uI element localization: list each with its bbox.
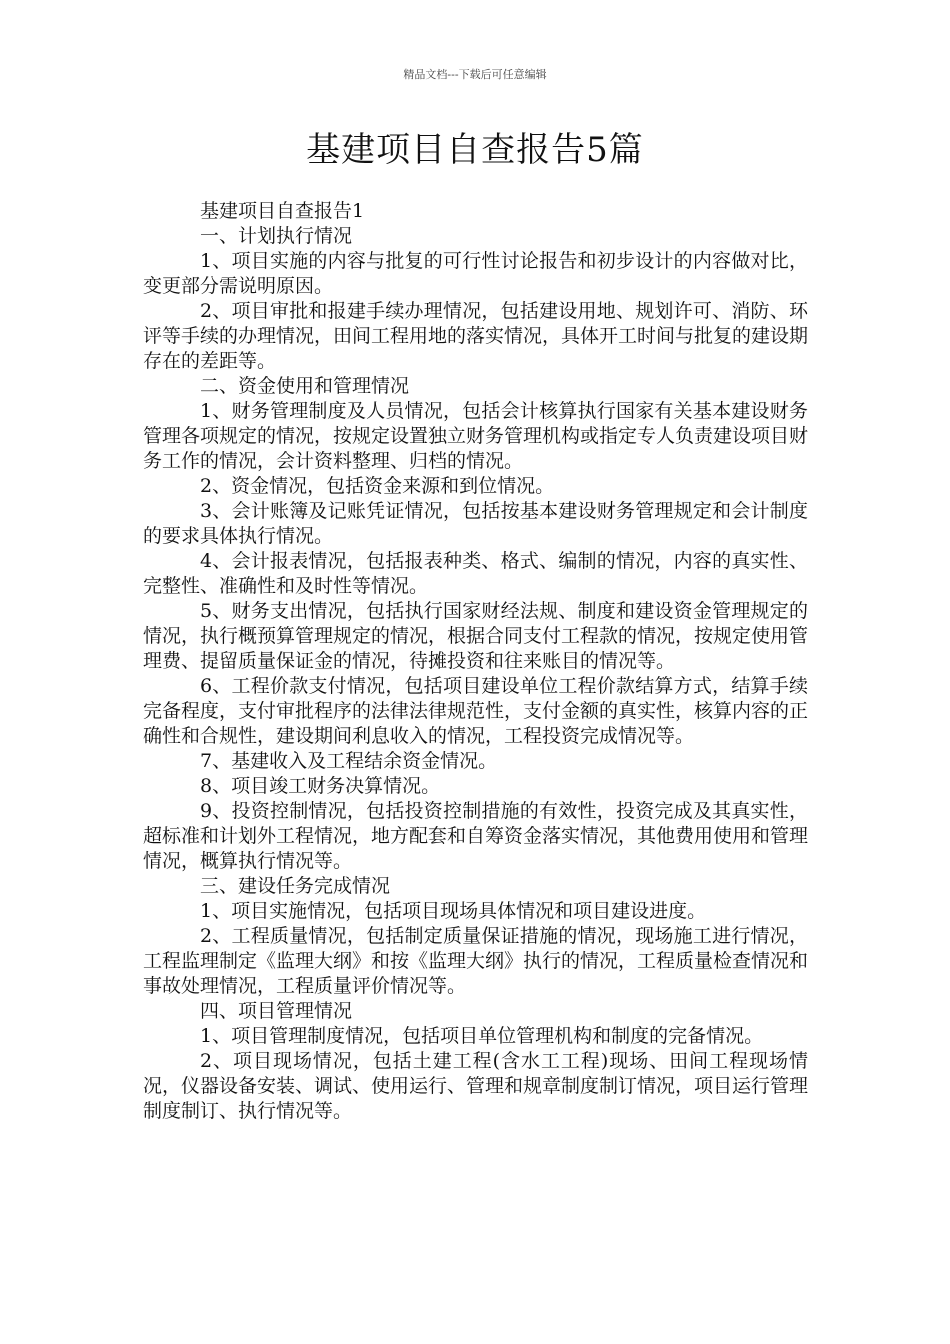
section-heading-funds-management: 二、资金使用和管理情况 xyxy=(200,375,410,397)
page-header-note: 精品文档---下载后可任意编辑 xyxy=(403,68,547,81)
section-heading-report-1: 基建项目自查报告1 xyxy=(200,200,365,222)
paragraph: 2、资金情况，包括资金来源和到位情况。 xyxy=(200,475,555,497)
paragraph: 7、基建收入及工程结余资金情况。 xyxy=(200,750,498,772)
section-heading-project-management: 四、项目管理情况 xyxy=(200,1000,353,1022)
paragraph: 2、工程质量情况，包括制定质量保证措施的情况，现场施工进行情况，工程监理制定《监理大纲》和按《监理大纲》执行的情况，工程质量检查情况和事故处理情况，工程质量评价情况等。 xyxy=(143,925,809,997)
paragraph: 1、项目实施情况，包括项目现场具体情况和项目建设进度。 xyxy=(200,900,707,922)
document-title: 基建项目自查报告5篇 xyxy=(306,130,644,170)
paragraph: 3、会计账簿及记账凭证情况，包括按基本建设财务管理规定和会计制度的要求具体执行情况。 xyxy=(143,500,808,547)
paragraph: 2、项目审批和报建手续办理情况，包括建设用地、规划许可、消防、环评等手续的办理情况，田间工程用地的落实情况，具体开工时间与批复的建设期存在的差距等。 xyxy=(143,300,809,372)
paragraph: 8、项目竣工财务决算情况。 xyxy=(200,775,441,797)
section-heading-plan-execution: 一、计划执行情况 xyxy=(200,225,353,247)
paragraph: 9、投资控制情况，包括投资控制措施的有效性，投资完成及其真实性，超标准和计划外工程情况，地方配套和自筹资金落实情况，其他费用使用和管理情况，概算执行情况等。 xyxy=(143,800,809,872)
paragraph: 6、工程价款支付情况，包括项目建设单位工程价款结算方式，结算手续完备程度，支付审批程序的法律法律规范性，支付金额的真实性，核算内容的正确性和合规性，建设期间利息收入的情况，工程投资完成情况等。 xyxy=(143,675,809,747)
document-body xyxy=(143,199,808,1124)
paragraph: 2、项目现场情况，包括土建工程(含水工工程)现场、田间工程现场情况，仪器设备安装、调试、使用运行、管理和规章制度制订情况，项目运行管理制度制订、执行情况等。 xyxy=(143,1050,809,1122)
paragraph: 4、会计报表情况，包括报表种类、格式、编制的情况，内容的真实性、完整性、准确性和及时性等情况。 xyxy=(143,550,808,597)
paragraph: 1、项目实施的内容与批复的可行性讨论报告和初步设计的内容做对比，变更部分需说明原因。 xyxy=(143,250,808,297)
paragraph: 5、财务支出情况，包括执行国家财经法规、制度和建设资金管理规定的情况，执行概预算管理规定的情况，根据合同支付工程款的情况，按规定使用管理费、提留质量保证金的情况，待摊投资和往来账目的情况等。 xyxy=(143,600,809,672)
paragraph: 1、项目管理制度情况，包括项目单位管理机构和制度的完备情况。 xyxy=(200,1025,764,1047)
paragraph: 1、财务管理制度及人员情况，包括会计核算执行国家有关基本建设财务管理各项规定的情况，按规定设置独立财务管理机构或指定专人负责建设项目财务工作的情况，会计资料整理、归档的情况。 xyxy=(143,400,809,472)
section-heading-construction-tasks: 三、建设任务完成情况 xyxy=(200,875,391,897)
